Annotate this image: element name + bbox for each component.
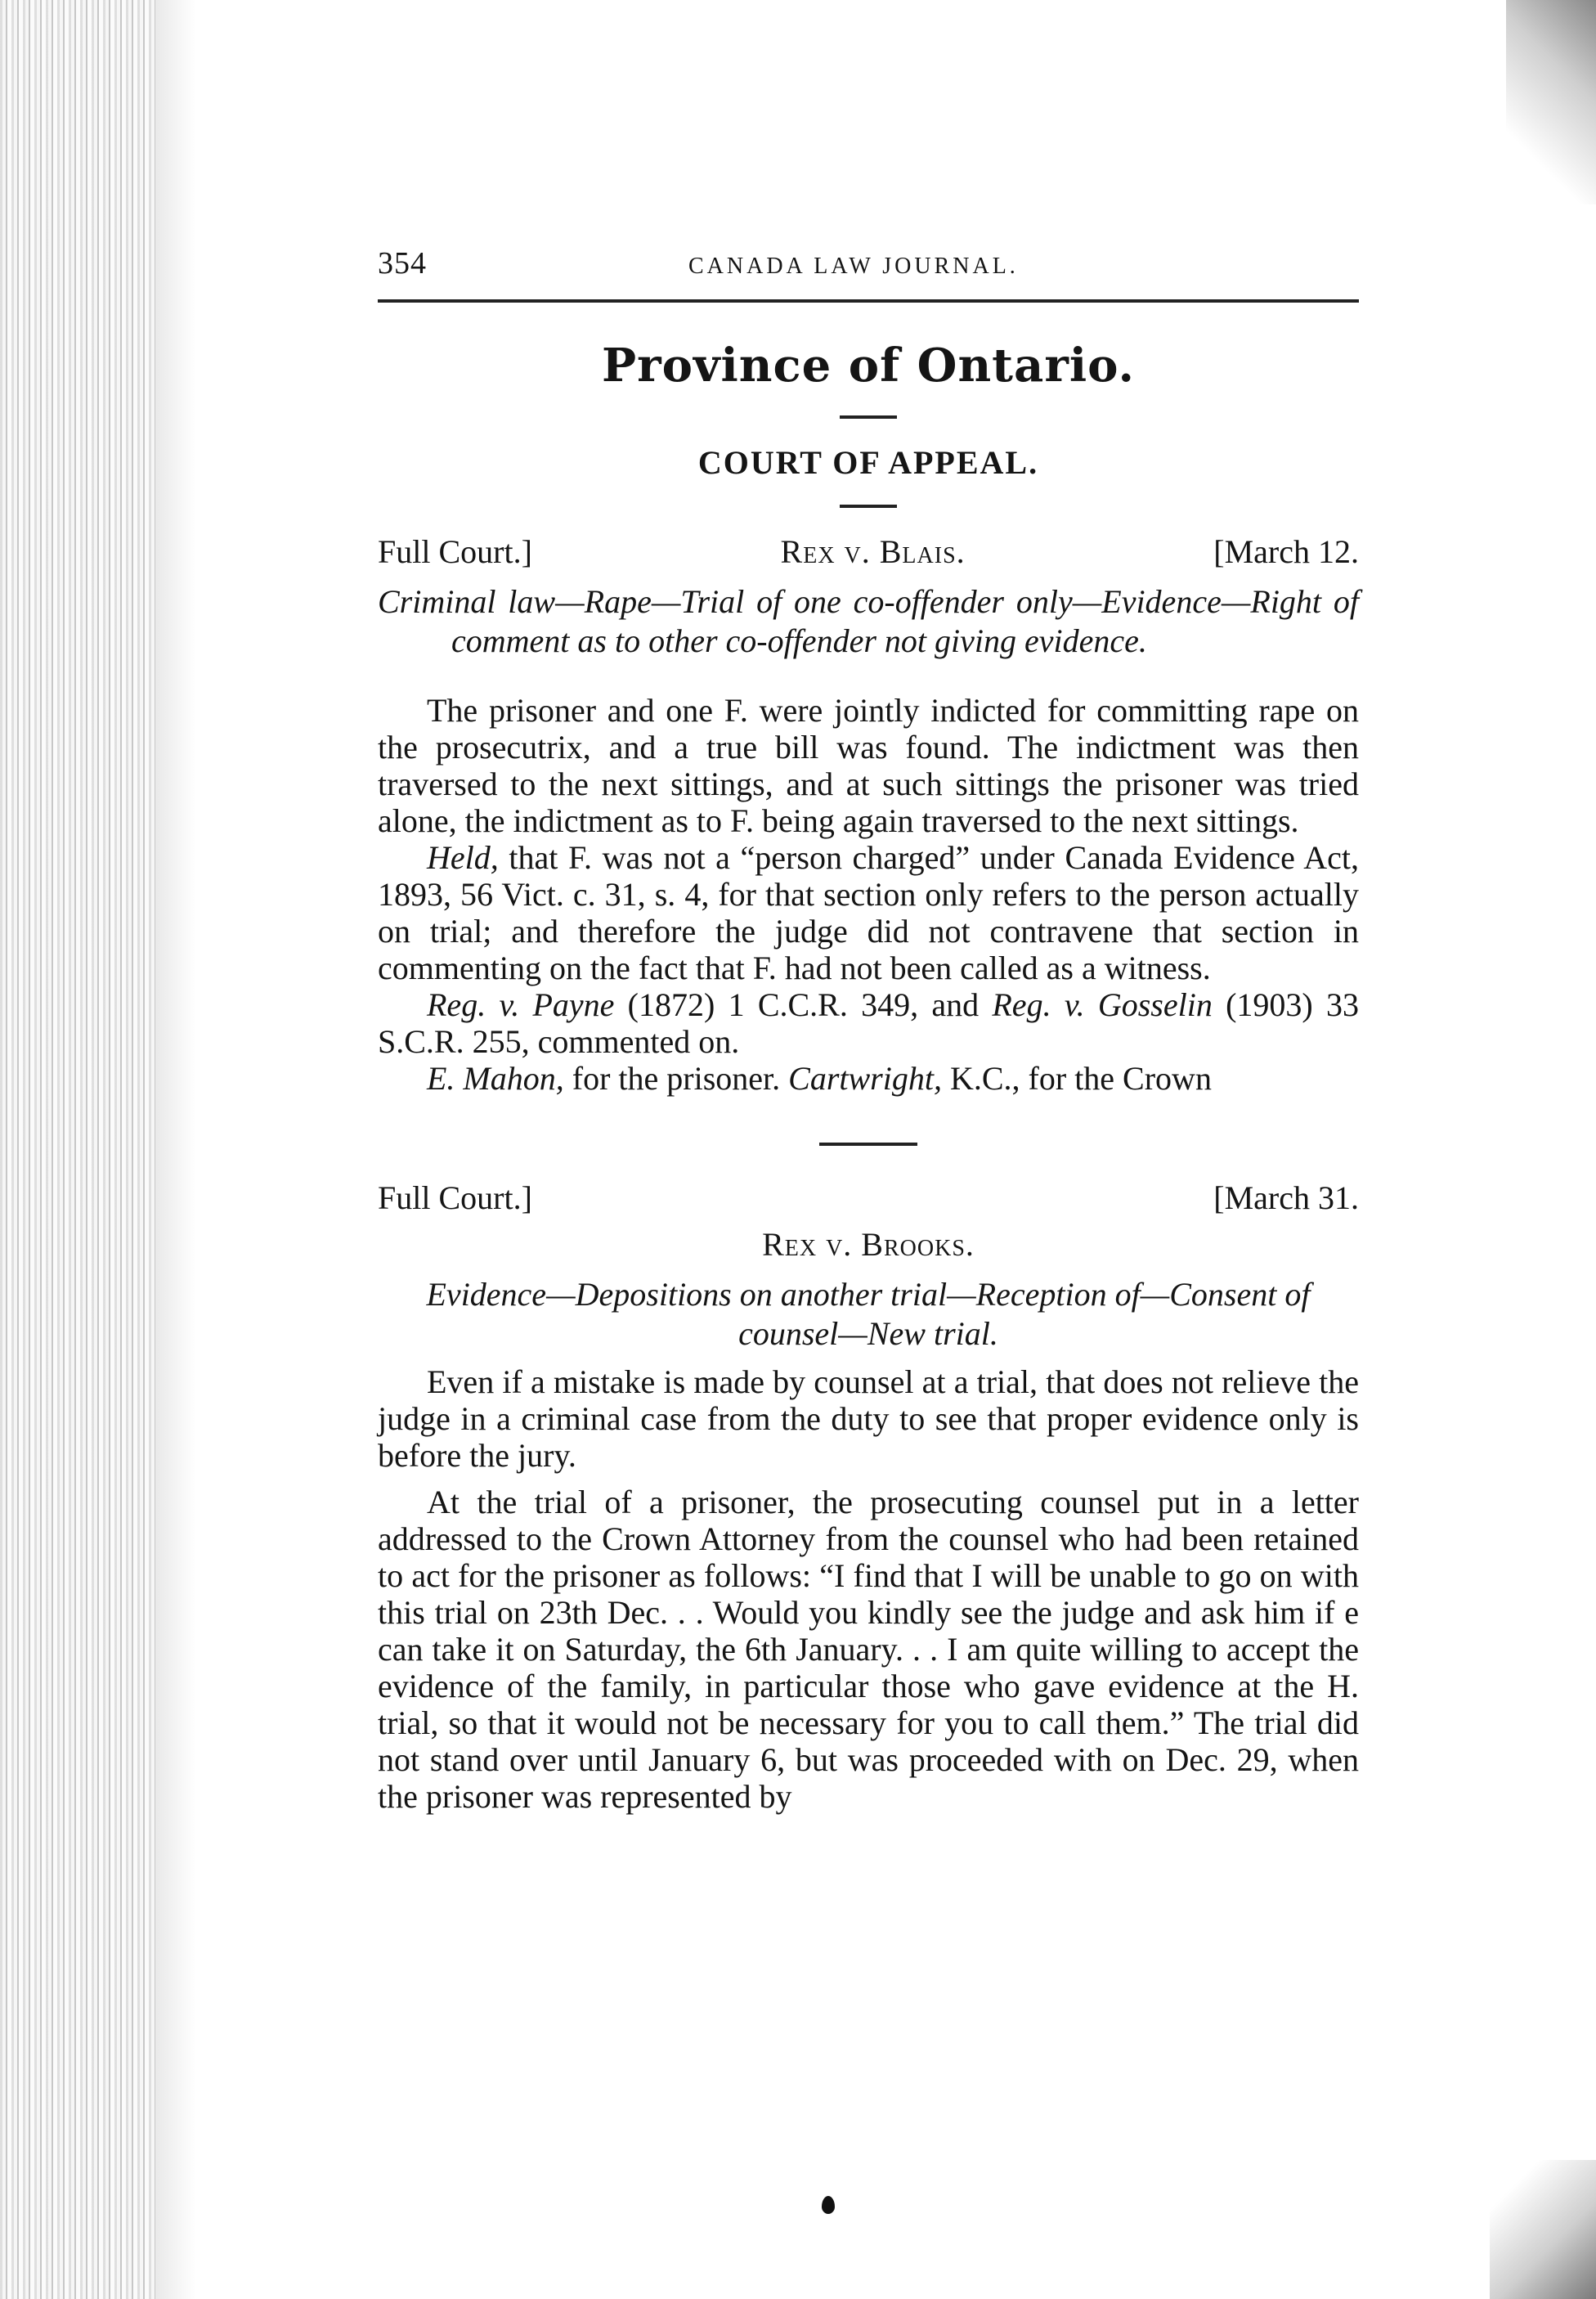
case1-paragraph-held bbox=[378, 839, 1359, 986]
journal-title: CANADA LAW JOURNAL. bbox=[688, 254, 1019, 279]
counsel-prisoner: E. Mahon, bbox=[427, 1060, 564, 1097]
case2-court: Full Court.] bbox=[378, 1179, 532, 1216]
page-number: 354 bbox=[378, 246, 427, 281]
citation-text-2: (1903) 33 S.C.R. 255, commented on. bbox=[378, 986, 1360, 1060]
running-head bbox=[378, 245, 1359, 303]
case1-paragraph-citations bbox=[378, 986, 1359, 1060]
citation-gosselin: Reg. v. Gosselin bbox=[992, 986, 1213, 1023]
case1-date: [March 12. bbox=[1213, 533, 1359, 570]
case1-court: Full Court.] bbox=[378, 533, 532, 570]
case2-header bbox=[378, 1179, 1359, 1217]
counsel-crown: Cartwright, bbox=[788, 1060, 942, 1097]
heading-rule bbox=[840, 415, 897, 419]
court-rule bbox=[840, 505, 897, 508]
case2-paragraph-facts: At the trial of a prisoner, the prosecuting counsel put in a letter addressed to the Crown Attorney from the counsel who had been retained to act for the prisoner as follows: “I find that I will be unable to go on with this trial on 23th Dec. . . Would you kindly see the judge and ask him if e can take it on Saturday, the 6th January. . . I am quite willing to accept the evidence of the family, in particular those who gave evidence at the H. trial, so that it would not be necessary for you to call them.” The trial did not stand over until January 6, but was proceeded with on Dec. 29, when the prisoner was represented by bbox=[378, 1484, 1359, 1815]
case-divider bbox=[819, 1143, 917, 1146]
case2-paragraph-rule: Even if a mistake is made by counsel at a trial, that does not relieve the judge in a criminal case from the duty to see that proper evidence only is before the jury. bbox=[378, 1363, 1359, 1474]
scan-border-left bbox=[0, 0, 155, 2299]
scan-corner-top-right bbox=[1506, 0, 1596, 204]
journal-page bbox=[378, 245, 1359, 1815]
case1-paragraph-counsel bbox=[378, 1060, 1359, 1097]
counsel-text-1: for the prisoner. bbox=[563, 1060, 789, 1097]
court-heading: COURT OF APPEAL. bbox=[697, 444, 1039, 481]
citation-text-1: (1872) 1 C.C.R. 349, and bbox=[614, 986, 993, 1023]
citation-payne: Reg. v. Payne bbox=[427, 986, 615, 1023]
case1-paragraph-facts: The prisoner and one F. were jointly indicted for committing rape on the prosecutrix, and a true bill was found. The indictment was then traversed to the next sittings, and at such sittings the prisoner was tried alone, the indictment as to F. being again traversed to the next sittings. bbox=[378, 692, 1359, 839]
case1-name: Rex v. Blais. bbox=[780, 533, 966, 570]
scan-shadow-left bbox=[155, 0, 196, 2299]
scan-corner-bottom-right bbox=[1490, 2160, 1596, 2299]
held-lead: Held, bbox=[427, 839, 499, 876]
case2-name: Rex v. Brooks. bbox=[762, 1226, 975, 1263]
counsel-text-2: K.C., for the Crown bbox=[941, 1060, 1212, 1097]
province-heading: Province of Ontario. bbox=[602, 339, 1135, 393]
page-mark bbox=[822, 2196, 835, 2214]
case2-date: [March 31. bbox=[1213, 1179, 1359, 1216]
case1-headnote: Criminal law—Rape—Trial of one co-offender only—Evidence—Right of comment as to other co-offender not giving evidence. bbox=[378, 583, 1359, 659]
case1-header bbox=[378, 532, 1359, 571]
case2-headnote: Evidence—Depositions on another trial—Reception of—Consent of counsel—New trial. bbox=[426, 1276, 1311, 1352]
held-text: that F. was not a “person charged” under Canada Evidence Act, 1893, 56 Vict. c. 31, s. 4, for that section only refers to the person actually on trial; and therefore the judge did not contravene that section in commenting on the fact that F. had not been called as a witness. bbox=[378, 839, 1359, 986]
